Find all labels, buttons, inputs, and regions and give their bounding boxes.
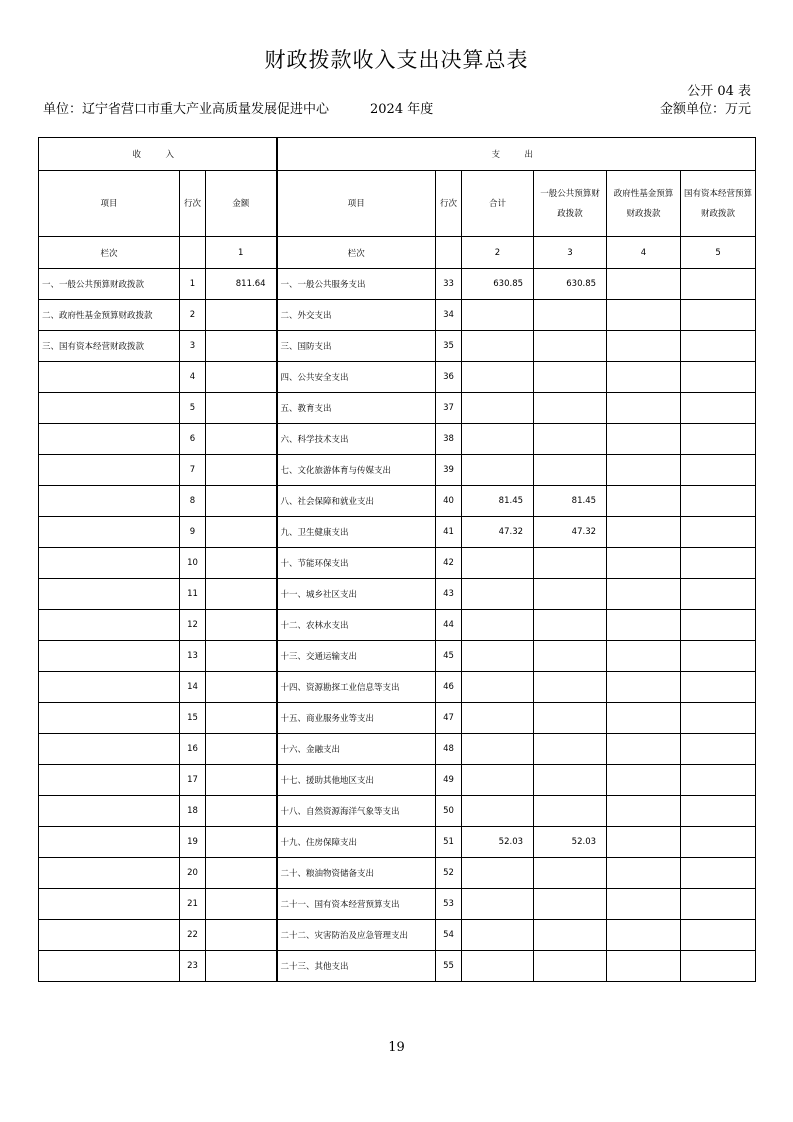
general-budget-amount	[534, 858, 607, 889]
expense-item: 七、文化旅游体育与传媒支出	[277, 455, 436, 486]
income-amount	[206, 827, 277, 858]
state-capital-amount	[681, 548, 756, 579]
expense-row-number: 49	[436, 765, 462, 796]
column-index-2: 2	[462, 237, 534, 269]
income-item	[39, 393, 180, 424]
expense-row-number: 43	[436, 579, 462, 610]
general-budget-amount	[534, 455, 607, 486]
expense-row-number: 42	[436, 548, 462, 579]
column-index-empty	[180, 237, 206, 269]
state-capital-amount	[681, 889, 756, 920]
total-amount	[462, 300, 534, 331]
gov-fund-amount	[607, 951, 681, 982]
gov-fund-amount	[607, 858, 681, 889]
expense-section-header: 支 出	[277, 138, 756, 171]
total-amount	[462, 393, 534, 424]
income-row-number: 9	[180, 517, 206, 548]
page-number: 19	[388, 1040, 405, 1055]
table-row	[39, 734, 756, 765]
expense-row-number: 55	[436, 951, 462, 982]
income-amount	[206, 362, 277, 393]
income-amount	[206, 951, 277, 982]
table-row	[39, 796, 756, 827]
column-index-empty-expense	[436, 237, 462, 269]
expense-item: 二十、粮油物资储备支出	[277, 858, 436, 889]
table-row	[39, 424, 756, 455]
gov-fund-amount	[607, 548, 681, 579]
income-row-number: 23	[180, 951, 206, 982]
gov-fund-amount	[607, 610, 681, 641]
general-budget-amount	[534, 424, 607, 455]
income-amount	[206, 796, 277, 827]
column-index-5: 5	[681, 237, 756, 269]
income-item	[39, 548, 180, 579]
income-amount	[206, 331, 277, 362]
income-item	[39, 424, 180, 455]
gov-fund-amount	[607, 455, 681, 486]
total-amount: 630.85	[462, 269, 534, 300]
general-budget-amount	[534, 889, 607, 920]
general-budget-amount	[534, 641, 607, 672]
state-capital-amount	[681, 269, 756, 300]
income-item	[39, 858, 180, 889]
income-item	[39, 889, 180, 920]
income-row-number: 19	[180, 827, 206, 858]
income-row-number: 10	[180, 548, 206, 579]
state-capital-amount	[681, 517, 756, 548]
income-item	[39, 951, 180, 982]
gov-fund-amount	[607, 641, 681, 672]
general-budget-amount: 52.03	[534, 827, 607, 858]
column-index-label-expense: 栏次	[277, 237, 436, 269]
table-row	[39, 765, 756, 796]
total-amount	[462, 579, 534, 610]
expense-row-number: 45	[436, 641, 462, 672]
income-amount: 811.64	[206, 269, 277, 300]
income-row-number: 8	[180, 486, 206, 517]
gov-fund-amount	[607, 424, 681, 455]
general-budget-amount	[534, 951, 607, 982]
income-row-number: 21	[180, 889, 206, 920]
income-row-number: 14	[180, 672, 206, 703]
income-item	[39, 765, 180, 796]
column-index-1: 1	[206, 237, 277, 269]
state-capital-amount	[681, 579, 756, 610]
expense-item: 十九、住房保障支出	[277, 827, 436, 858]
state-capital-amount	[681, 796, 756, 827]
expense-row-number: 52	[436, 858, 462, 889]
income-item	[39, 641, 180, 672]
table-row	[39, 951, 756, 982]
gov-fund-amount	[607, 269, 681, 300]
income-amount	[206, 424, 277, 455]
general-budget-amount	[534, 672, 607, 703]
income-row-number: 17	[180, 765, 206, 796]
income-amount	[206, 517, 277, 548]
income-section-header: 收 入	[39, 138, 277, 171]
total-amount	[462, 455, 534, 486]
income-row-number: 12	[180, 610, 206, 641]
expense-row-number: 51	[436, 827, 462, 858]
income-row-number: 20	[180, 858, 206, 889]
expense-row-number: 40	[436, 486, 462, 517]
gov-fund-amount	[607, 920, 681, 951]
total-amount	[462, 331, 534, 362]
income-amount	[206, 920, 277, 951]
income-item	[39, 734, 180, 765]
income-item	[39, 672, 180, 703]
income-item	[39, 455, 180, 486]
state-capital-amount	[681, 858, 756, 889]
expense-item: 十六、金融支出	[277, 734, 436, 765]
total-amount	[462, 951, 534, 982]
total-amount: 81.45	[462, 486, 534, 517]
gov-fund-amount	[607, 362, 681, 393]
state-capital-amount	[681, 734, 756, 765]
gov-fund-amount	[607, 486, 681, 517]
income-row-number: 16	[180, 734, 206, 765]
expense-item: 八、社会保障和就业支出	[277, 486, 436, 517]
income-row-number: 6	[180, 424, 206, 455]
state-capital-amount	[681, 672, 756, 703]
gov-fund-amount	[607, 827, 681, 858]
total-amount	[462, 610, 534, 641]
expense-item: 四、公共安全支出	[277, 362, 436, 393]
expense-item: 十四、资源勘探工业信息等支出	[277, 672, 436, 703]
column-index-4: 4	[607, 237, 681, 269]
state-capital-amount	[681, 703, 756, 734]
expense-row-number: 50	[436, 796, 462, 827]
table-row	[39, 486, 756, 517]
expense-item: 十二、农林水支出	[277, 610, 436, 641]
general-budget-amount	[534, 331, 607, 362]
expense-row-number: 33	[436, 269, 462, 300]
general-budget-amount	[534, 765, 607, 796]
expense-item: 九、卫生健康支出	[277, 517, 436, 548]
total-amount	[462, 641, 534, 672]
gov-fund-amount	[607, 672, 681, 703]
total-amount	[462, 889, 534, 920]
table-row	[39, 300, 756, 331]
general-budget-amount	[534, 610, 607, 641]
income-amount	[206, 486, 277, 517]
general-budget-amount	[534, 393, 607, 424]
expense-item: 十、节能环保支出	[277, 548, 436, 579]
expense-row-number: 47	[436, 703, 462, 734]
state-capital-amount	[681, 455, 756, 486]
expense-item: 十七、援助其他地区支出	[277, 765, 436, 796]
income-amount	[206, 641, 277, 672]
expense-item: 十三、交通运输支出	[277, 641, 436, 672]
general-budget-amount	[534, 734, 607, 765]
general-budget-header: 一般公共预算财政拨款	[534, 171, 607, 237]
report-title: 财政拨款收入支出决算总表	[264, 48, 529, 72]
expense-row-number: 48	[436, 734, 462, 765]
reporting-unit: 单位：辽宁省营口市重大产业高质量发展促进中心	[43, 102, 330, 117]
income-item: 三、国有资本经营财政拨款	[39, 331, 180, 362]
table-row	[39, 610, 756, 641]
income-row-number: 11	[180, 579, 206, 610]
state-capital-amount	[681, 610, 756, 641]
column-index-3: 3	[534, 237, 607, 269]
expense-rowno-header: 行次	[436, 171, 462, 237]
income-item	[39, 517, 180, 548]
expense-item: 五、教育支出	[277, 393, 436, 424]
gov-fund-header: 政府性基金预算财政拨款	[607, 171, 681, 237]
expense-item: 二十二、灾害防治及应急管理支出	[277, 920, 436, 951]
general-budget-amount: 630.85	[534, 269, 607, 300]
income-row-number: 22	[180, 920, 206, 951]
state-capital-amount	[681, 300, 756, 331]
fiscal-year: 2024 年度	[370, 102, 434, 117]
table-row	[39, 269, 756, 300]
table-row	[39, 331, 756, 362]
total-amount	[462, 734, 534, 765]
state-capital-amount	[681, 765, 756, 796]
income-item	[39, 703, 180, 734]
gov-fund-amount	[607, 889, 681, 920]
income-item	[39, 579, 180, 610]
expense-item: 十五、商业服务业等支出	[277, 703, 436, 734]
expense-row-number: 37	[436, 393, 462, 424]
expense-item: 三、国防支出	[277, 331, 436, 362]
expense-row-number: 53	[436, 889, 462, 920]
gov-fund-amount	[607, 796, 681, 827]
income-row-number: 1	[180, 269, 206, 300]
general-budget-amount	[534, 579, 607, 610]
income-amount	[206, 672, 277, 703]
table-row	[39, 517, 756, 548]
total-amount	[462, 920, 534, 951]
table-row	[39, 548, 756, 579]
income-item	[39, 486, 180, 517]
income-row-number: 2	[180, 300, 206, 331]
expense-row-number: 54	[436, 920, 462, 951]
table-row	[39, 827, 756, 858]
total-header: 合计	[462, 171, 534, 237]
expense-item: 二十一、国有资本经营预算支出	[277, 889, 436, 920]
total-amount	[462, 362, 534, 393]
state-capital-amount	[681, 827, 756, 858]
income-row-number: 5	[180, 393, 206, 424]
total-amount: 47.32	[462, 517, 534, 548]
state-capital-header: 国有资本经营预算财政拨款	[681, 171, 756, 237]
state-capital-amount	[681, 331, 756, 362]
general-budget-amount	[534, 300, 607, 331]
state-capital-amount	[681, 486, 756, 517]
income-amount	[206, 393, 277, 424]
total-amount	[462, 703, 534, 734]
total-amount: 52.03	[462, 827, 534, 858]
income-amount	[206, 300, 277, 331]
table-row	[39, 672, 756, 703]
general-budget-amount: 81.45	[534, 486, 607, 517]
form-number: 公开 04 表	[687, 84, 751, 99]
income-amount	[206, 858, 277, 889]
income-amount	[206, 889, 277, 920]
general-budget-amount	[534, 548, 607, 579]
income-row-number: 7	[180, 455, 206, 486]
income-item: 二、政府性基金预算财政拨款	[39, 300, 180, 331]
total-amount	[462, 424, 534, 455]
table-body	[39, 269, 756, 982]
income-amount	[206, 765, 277, 796]
table-row	[39, 889, 756, 920]
table-row	[39, 641, 756, 672]
income-amount	[206, 703, 277, 734]
money-unit: 金额单位：万元	[659, 102, 751, 117]
gov-fund-amount	[607, 734, 681, 765]
state-capital-amount	[681, 951, 756, 982]
table-row	[39, 579, 756, 610]
state-capital-amount	[681, 641, 756, 672]
table-row	[39, 920, 756, 951]
table-row	[39, 858, 756, 889]
income-amount-header: 金额	[206, 171, 277, 237]
income-item: 一、一般公共预算财政拨款	[39, 269, 180, 300]
state-capital-amount	[681, 393, 756, 424]
table-row	[39, 703, 756, 734]
gov-fund-amount	[607, 393, 681, 424]
gov-fund-amount	[607, 517, 681, 548]
table-row	[39, 362, 756, 393]
table-row	[39, 393, 756, 424]
income-row-number: 15	[180, 703, 206, 734]
expense-row-number: 44	[436, 610, 462, 641]
expense-item: 六、科学技术支出	[277, 424, 436, 455]
expense-row-number: 38	[436, 424, 462, 455]
income-item-header: 项目	[39, 171, 180, 237]
total-amount	[462, 765, 534, 796]
gov-fund-amount	[607, 765, 681, 796]
income-item	[39, 796, 180, 827]
expense-row-number: 46	[436, 672, 462, 703]
total-amount	[462, 858, 534, 889]
expense-item: 二、外交支出	[277, 300, 436, 331]
state-capital-amount	[681, 920, 756, 951]
expense-row-number: 36	[436, 362, 462, 393]
gov-fund-amount	[607, 300, 681, 331]
income-item	[39, 362, 180, 393]
column-index-label: 栏次	[39, 237, 180, 269]
income-amount	[206, 734, 277, 765]
state-capital-amount	[681, 362, 756, 393]
general-budget-amount	[534, 703, 607, 734]
income-item	[39, 920, 180, 951]
gov-fund-amount	[607, 579, 681, 610]
total-amount	[462, 796, 534, 827]
gov-fund-amount	[607, 331, 681, 362]
income-amount	[206, 455, 277, 486]
income-amount	[206, 548, 277, 579]
income-amount	[206, 579, 277, 610]
expense-item: 十八、自然资源海洋气象等支出	[277, 796, 436, 827]
general-budget-amount	[534, 362, 607, 393]
expense-item: 十一、城乡社区支出	[277, 579, 436, 610]
expense-row-number: 34	[436, 300, 462, 331]
income-item	[39, 610, 180, 641]
income-item	[39, 827, 180, 858]
finance-table	[38, 137, 756, 982]
expense-row-number: 39	[436, 455, 462, 486]
general-budget-amount: 47.32	[534, 517, 607, 548]
total-amount	[462, 672, 534, 703]
expense-row-number: 35	[436, 331, 462, 362]
table-row	[39, 455, 756, 486]
expense-item-header: 项目	[277, 171, 436, 237]
income-row-number: 4	[180, 362, 206, 393]
general-budget-amount	[534, 920, 607, 951]
total-amount	[462, 548, 534, 579]
income-row-number: 3	[180, 331, 206, 362]
income-amount	[206, 610, 277, 641]
expense-row-number: 41	[436, 517, 462, 548]
income-row-number: 13	[180, 641, 206, 672]
expense-item: 一、一般公共服务支出	[277, 269, 436, 300]
state-capital-amount	[681, 424, 756, 455]
general-budget-amount	[534, 796, 607, 827]
income-rowno-header: 行次	[180, 171, 206, 237]
income-row-number: 18	[180, 796, 206, 827]
expense-item: 二十三、其他支出	[277, 951, 436, 982]
gov-fund-amount	[607, 703, 681, 734]
